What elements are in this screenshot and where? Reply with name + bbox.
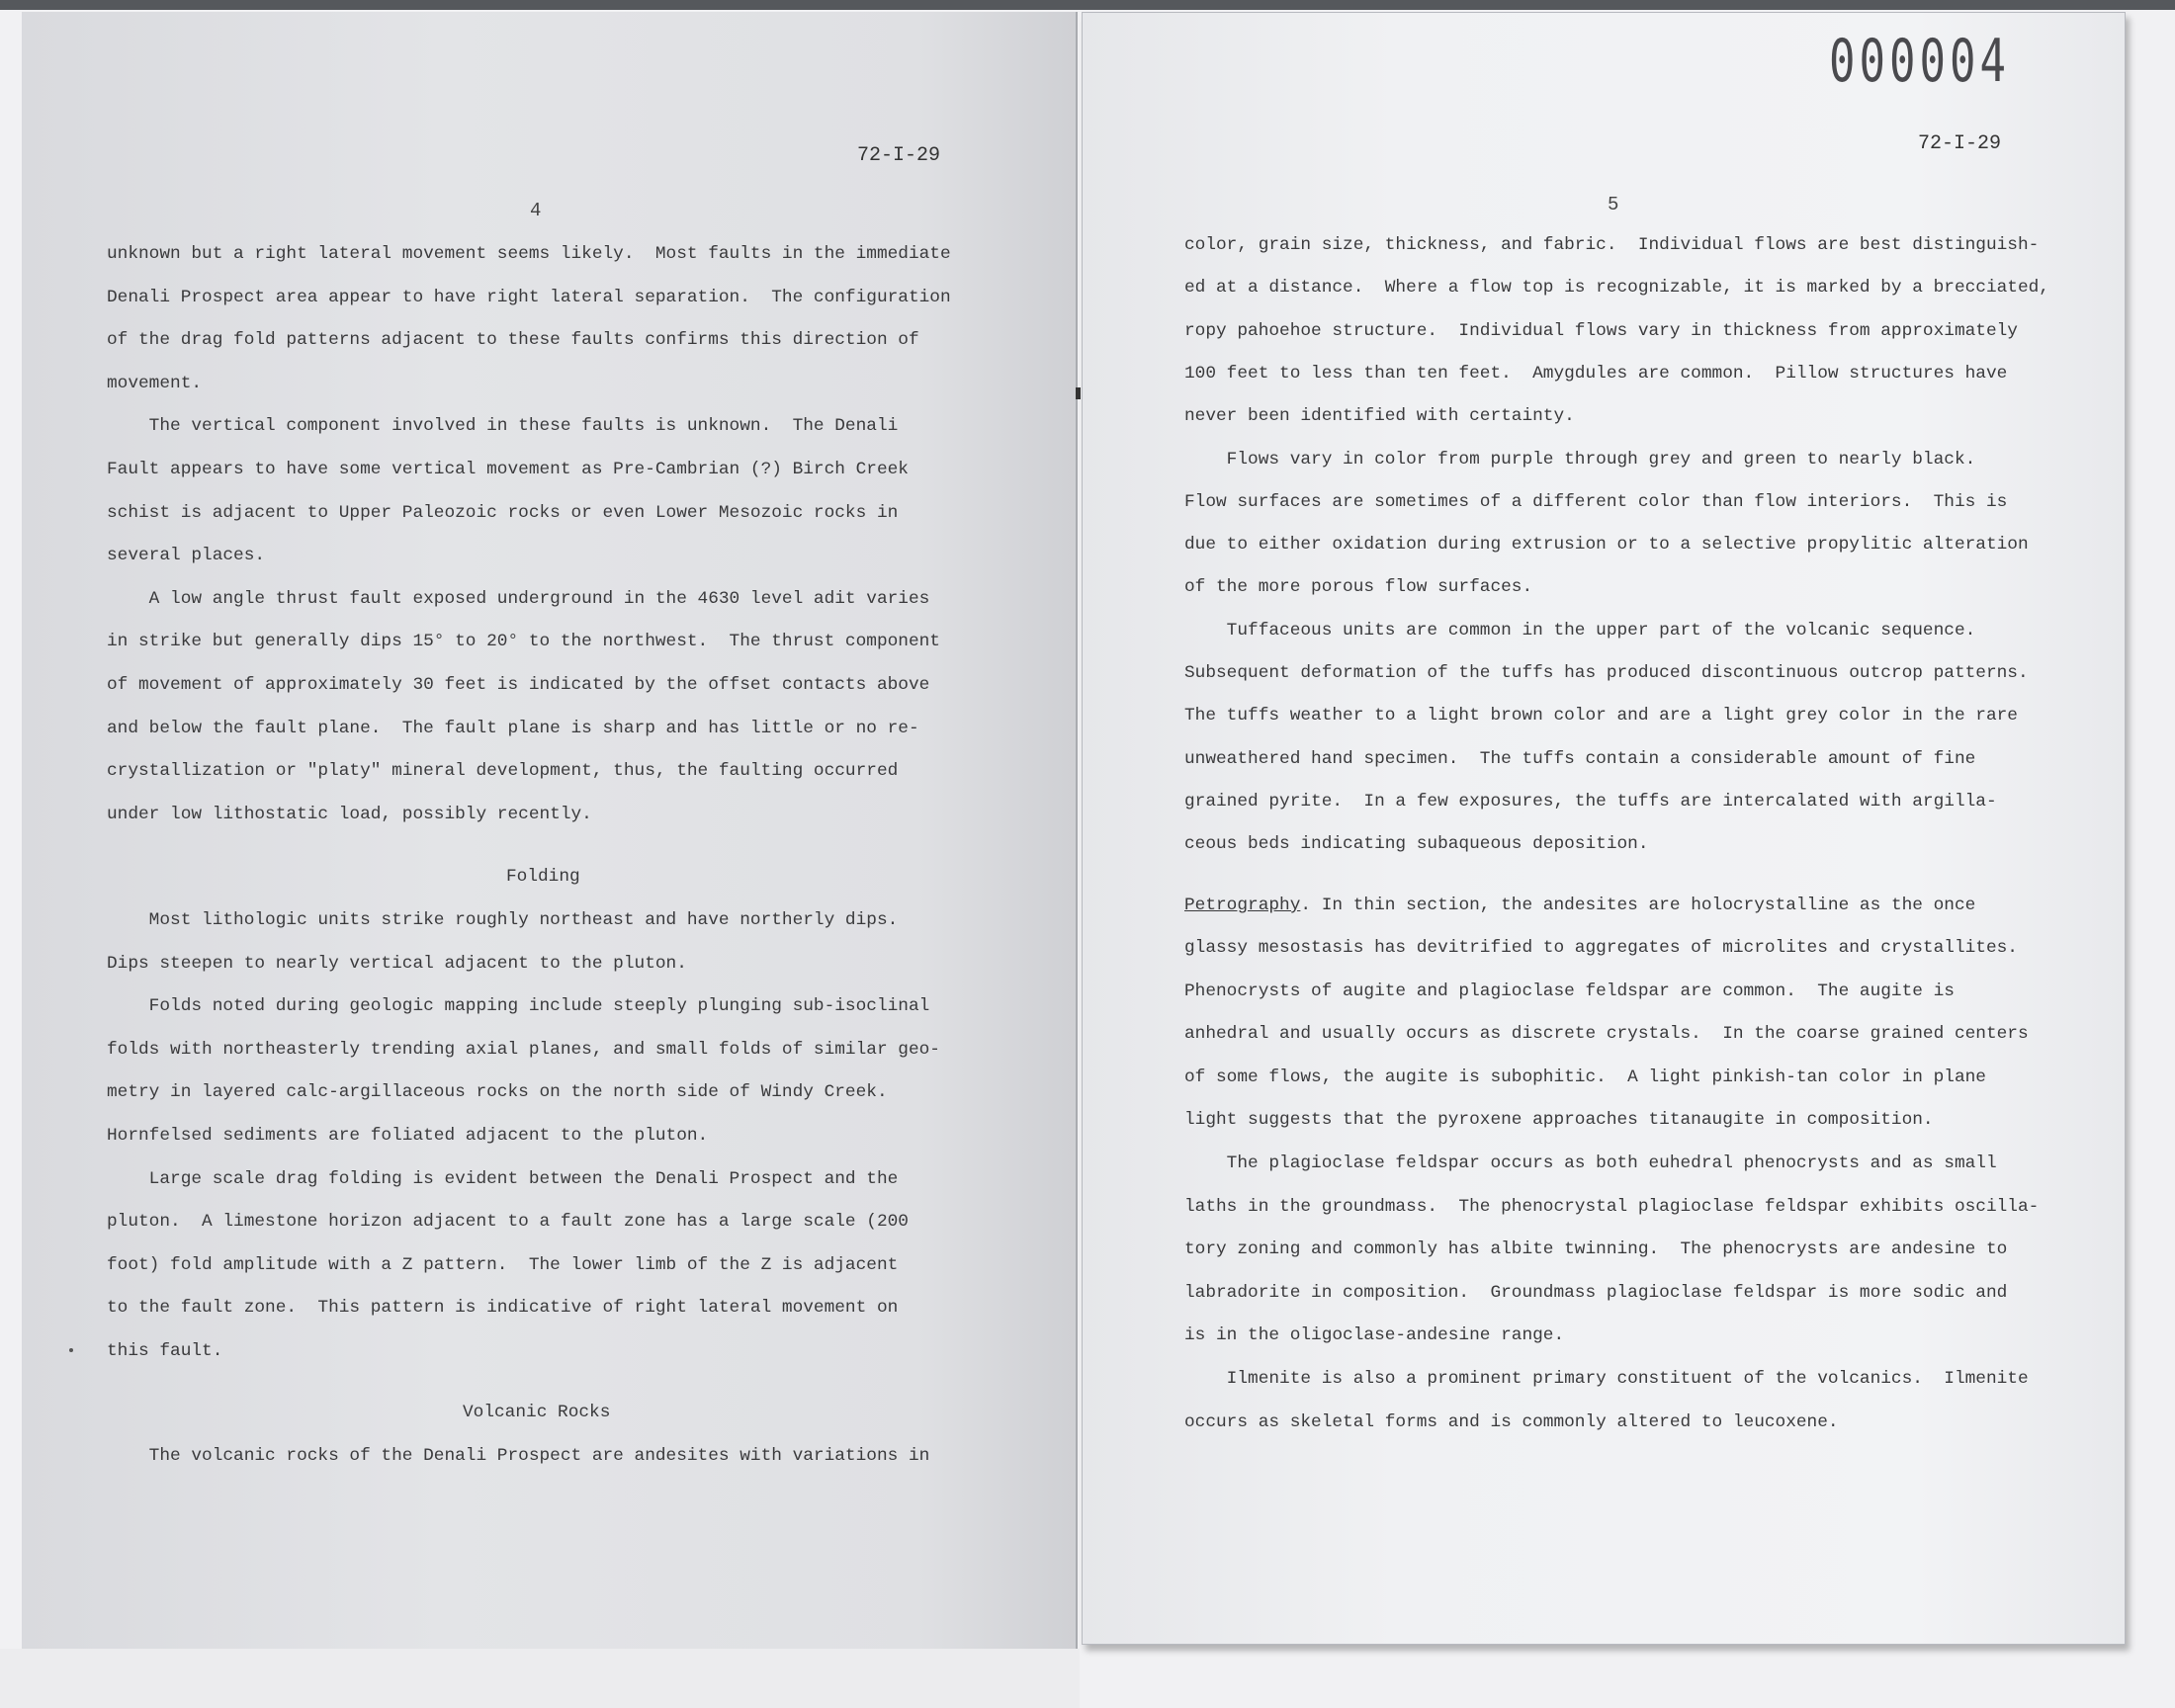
text-line: The tuffs weather to a light brown color and are a light grey color in the rare	[1184, 706, 2018, 726]
text-line: of the more porous flow surfaces.	[1184, 577, 1533, 598]
text-line: movement.	[107, 373, 203, 393]
text-line: Large scale drag folding is evident between the Denali Prospect and the	[107, 1168, 899, 1189]
scanner-top-edge	[0, 0, 2175, 10]
text-line: crystallization or "platy" mineral development, thus, the faulting occurred	[107, 761, 899, 782]
text-line: metry in layered calc-argillaceous rocks on the north side of Windy Creek.	[107, 1082, 888, 1103]
text-line: anhedral and usually occurs as discrete crystals. In the coarse grained centers	[1184, 1024, 2029, 1045]
text-line: ropy pahoehoe structure. Individual flows vary in thickness from approximately	[1184, 320, 2018, 341]
text-line: Hornfelsed sediments are foliated adjacent to the pluton.	[107, 1126, 709, 1146]
text-line: Dips steepen to nearly vertical adjacent to the pluton.	[107, 953, 687, 974]
text-line: color, grain size, thickness, and fabric. Individual flows are best distinguish-	[1184, 235, 2040, 255]
text-line: Flow surfaces are sometimes of a different color than flow interiors. This is	[1184, 491, 2008, 512]
text-line: this fault.	[107, 1341, 223, 1361]
text-line: The plagioclase feldspar occurs as both euhedral phenocrysts and as small	[1184, 1153, 1997, 1173]
heading-folding: Folding	[506, 867, 580, 887]
text-line: 100 feet to less than ten feet. Amygdules are common. Pillow structures have	[1184, 363, 2008, 384]
left-page-number: 4	[530, 200, 542, 221]
text-line: The volcanic rocks of the Denali Prospect are andesites with variations in	[107, 1446, 930, 1466]
page-stamp: 000004	[1829, 28, 2010, 96]
text-line: of some flows, the augite is subophitic. A light pinkish-tan color in plane	[1184, 1067, 1986, 1087]
text-line: Phenocrysts of augite and plagioclase feldspar are common. The augite is	[1184, 981, 1955, 1001]
text-line: unweathered hand specimen. The tuffs contain a considerable amount of fine	[1184, 748, 1976, 769]
text-line: The vertical component involved in these faults is unknown. The Denali	[107, 416, 899, 437]
text-line: Folds noted during geologic mapping include steeply plunging sub-isoclinal	[107, 996, 930, 1017]
binding-mark	[1076, 387, 1081, 399]
text-line: labradorite in composition. Groundmass plagioclase feldspar is more sodic and	[1184, 1282, 2008, 1303]
text-line: unknown but a right lateral movement seems likely. Most faults in the immediate	[107, 244, 951, 264]
text-line: never been identified with certainty.	[1184, 406, 1575, 427]
text-line: Most lithologic units strike roughly northeast and have northerly dips.	[107, 910, 899, 930]
text-line: in strike but generally dips 15° to 20° to the northwest. The thrust component	[107, 632, 940, 652]
text-line: ed at a distance. Where a flow top is recognizable, it is marked by a brecciated,	[1184, 278, 2049, 299]
petrography-line	[1184, 895, 1975, 916]
text-line: pluton. A limestone horizon adjacent to a fault zone has a large scale (200	[107, 1212, 909, 1233]
right-doc-number: 72-I-29	[1918, 132, 2002, 155]
left-doc-number: 72-I-29	[857, 144, 941, 167]
text-line: grained pyrite. In a few exposures, the tuffs are intercalated with argilla-	[1184, 791, 1997, 811]
text-line: several places.	[107, 546, 266, 566]
text-line: light suggests that the pyroxene approaches titanaugite in composition.	[1184, 1110, 1934, 1131]
text-line: to the fault zone. This pattern is indicative of right lateral movement on	[107, 1298, 899, 1319]
text-line: A low angle thrust fault exposed underground in the 4630 level adit varies	[107, 588, 930, 609]
text-line: of movement of approximately 30 feet is indicated by the offset contacts above	[107, 675, 930, 695]
text-line: laths in the groundmass. The phenocrystal plagioclase feldspar exhibits oscilla-	[1184, 1196, 2040, 1217]
text-line: ceous beds indicating subaqueous deposition.	[1184, 834, 1649, 855]
text-line: folds with northeasterly trending axial planes, and small folds of similar geo-	[107, 1039, 940, 1060]
text-line: is in the oligoclase-andesine range.	[1184, 1325, 1565, 1346]
text-line: Tuffaceous units are common in the upper part of the volcanic sequence.	[1184, 620, 1976, 640]
text-line: glassy mesostasis has devitrified to aggregates of microlites and crystallites.	[1184, 938, 2018, 958]
petrography-label: Petrography	[1184, 896, 1301, 915]
right-page	[1082, 12, 2126, 1645]
text-line: due to either oxidation during extrusion or to a selective propylitic alteration	[1184, 535, 2029, 555]
petrography-text: . In thin section, the andesites are holocrystalline as the once	[1300, 896, 1976, 915]
text-line: occurs as skeletal forms and is commonly altered to leucoxene.	[1184, 1411, 1839, 1432]
text-line: under low lithostatic load, possibly recently.	[107, 804, 592, 824]
text-line: Flows vary in color from purple through grey and green to nearly black.	[1184, 449, 1976, 470]
text-line: Ilmenite is also a prominent primary constituent of the volcanics. Ilmenite	[1184, 1369, 2029, 1389]
scan-background	[0, 1649, 1080, 1708]
text-line: schist is adjacent to Upper Paleozoic rocks or even Lower Mesozoic rocks in	[107, 502, 899, 523]
text-line: Denali Prospect area appear to have right lateral separation. The configuration	[107, 287, 951, 307]
scan-speck	[69, 1348, 73, 1352]
right-page-number: 5	[1608, 194, 1619, 215]
text-line: tory zoning and commonly has albite twinning. The phenocrysts are andesine to	[1184, 1239, 2008, 1260]
text-line: foot) fold amplitude with a Z pattern. The lower limb of the Z is adjacent	[107, 1254, 899, 1275]
heading-volcanic-rocks: Volcanic Rocks	[463, 1403, 611, 1422]
text-line: and below the fault plane. The fault plane is sharp and has little or no re-	[107, 718, 919, 738]
text-line: Fault appears to have some vertical movement as Pre-Cambrian (?) Birch Creek	[107, 460, 909, 479]
text-line: of the drag fold patterns adjacent to these faults confirms this direction of	[107, 330, 919, 351]
text-line: Subsequent deformation of the tuffs has produced discontinuous outcrop patterns.	[1184, 663, 2029, 683]
